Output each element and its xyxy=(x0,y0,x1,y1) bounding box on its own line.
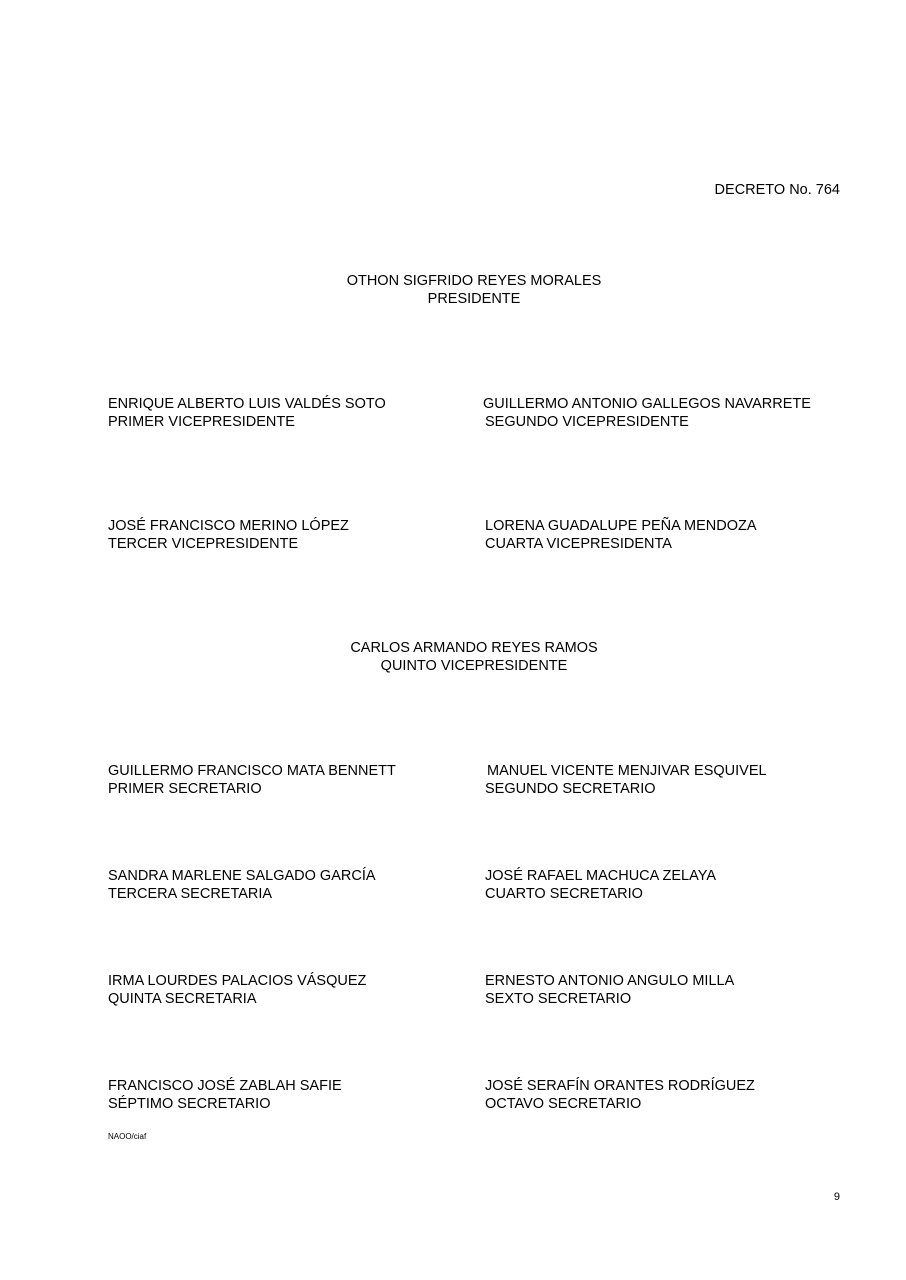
signatory-title: TERCERA SECRETARIA xyxy=(108,886,273,902)
signature-vp-5 xyxy=(274,639,674,675)
signature-secretary-3 xyxy=(108,867,376,903)
signatory-name: JOSÉ RAFAEL MACHUCA ZELAYA xyxy=(485,868,716,884)
decree-number: DECRETO No. 764 xyxy=(714,182,840,198)
signature-vp-3 xyxy=(108,517,349,553)
signatory-title: QUINTA SECRETARIA xyxy=(108,991,257,1007)
signatory-name: MANUEL VICENTE MENJIVAR ESQUIVEL xyxy=(487,763,767,779)
signatory-name: JOSÉ FRANCISCO MERINO LÓPEZ xyxy=(108,518,349,534)
signatory-title: QUINTO VICEPRESIDENTE xyxy=(380,658,568,674)
signature-vp-1 xyxy=(108,395,386,431)
signatory-name: FRANCISCO JOSÉ ZABLAH SAFIE xyxy=(108,1078,342,1094)
signature-secretary-1 xyxy=(108,762,396,798)
signatory-title: PRIMER SECRETARIO xyxy=(108,781,262,797)
signatory-title: SÉPTIMO SECRETARIO xyxy=(108,1096,271,1112)
signatory-name: LORENA GUADALUPE PEÑA MENDOZA xyxy=(485,518,757,534)
signatory-title: SEXTO SECRETARIO xyxy=(485,991,632,1007)
signatory-name: IRMA LOURDES PALACIOS VÁSQUEZ xyxy=(108,973,367,989)
signatory-title: PRESIDENTE xyxy=(427,291,521,307)
signatory-title: SEGUNDO VICEPRESIDENTE xyxy=(485,414,689,430)
signatory-name: CARLOS ARMANDO REYES RAMOS xyxy=(350,640,598,656)
signature-secretary-8 xyxy=(485,1077,755,1113)
signatory-title: OCTAVO SECRETARIO xyxy=(485,1096,642,1112)
signatory-name: ENRIQUE ALBERTO LUIS VALDÉS SOTO xyxy=(108,396,386,412)
signatory-title: CUARTA VICEPRESIDENTA xyxy=(485,536,672,552)
signature-secretary-4 xyxy=(485,867,716,903)
signatory-name: GUILLERMO FRANCISCO MATA BENNETT xyxy=(108,763,396,779)
signature-secretary-2 xyxy=(485,762,767,798)
signatory-name: JOSÉ SERAFÍN ORANTES RODRÍGUEZ xyxy=(485,1078,755,1094)
signature-secretary-5 xyxy=(108,972,366,1008)
footer-initials: NAOO/ciaf xyxy=(108,1132,147,1141)
signatory-title: PRIMER VICEPRESIDENTE xyxy=(108,414,295,430)
signature-vp-4 xyxy=(485,517,757,553)
signature-vp-2 xyxy=(483,395,811,431)
signatory-name: GUILLERMO ANTONIO GALLEGOS NAVARRETE xyxy=(483,396,811,412)
signatory-title: SEGUNDO SECRETARIO xyxy=(485,781,656,797)
signatory-name: OTHON SIGFRIDO REYES MORALES xyxy=(346,273,602,289)
signatory-name: ERNESTO ANTONIO ANGULO MILLA xyxy=(485,973,735,989)
signature-secretary-7 xyxy=(108,1077,342,1113)
signatory-title: CUARTO SECRETARIO xyxy=(485,886,643,902)
signatory-name: SANDRA MARLENE SALGADO GARCÍA xyxy=(108,868,376,884)
signature-president xyxy=(274,272,674,308)
signature-secretary-6 xyxy=(485,972,734,1008)
page-number: 9 xyxy=(833,1191,840,1203)
signatory-title: TERCER VICEPRESIDENTE xyxy=(108,536,299,552)
